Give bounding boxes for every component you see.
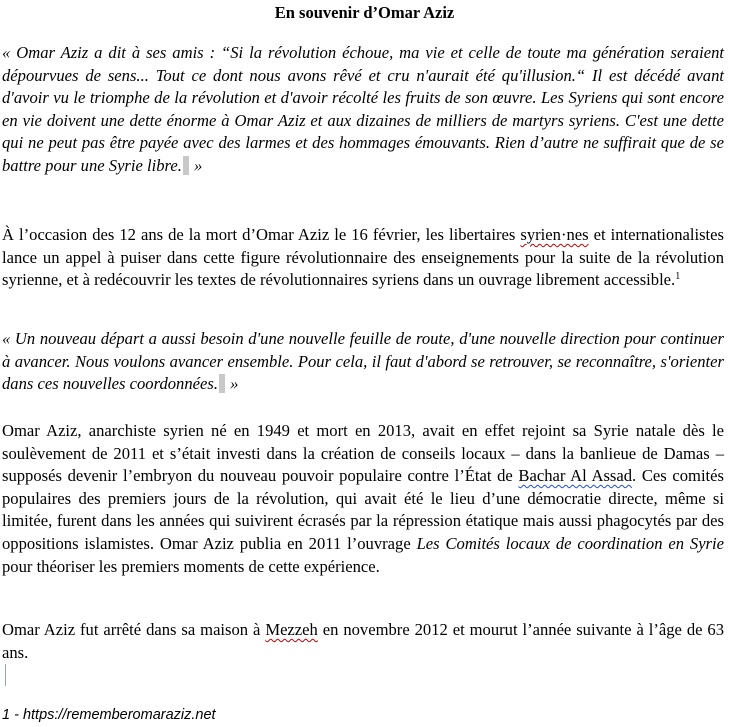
body-paragraph-2 (2, 420, 724, 578)
body-paragraph-3 (2, 619, 724, 664)
body-2-text-a: Omar Aziz, anarchiste syrien né en 1949 et mort en 2013, avait en effet rejoint sa Syrie natale dès le soulèvement de 2011 et s’était investi dans la création de conseils locaux – dans la banlieue de Damas – supposés devenir l’embryon du nouveau pouvoir populaire contre l’État de (2, 421, 724, 486)
footnote (2, 705, 216, 725)
document-title: En souvenir d’Omar Aziz (274, 3, 455, 22)
spelling-error-word[interactable]: syrien·nes (520, 225, 589, 244)
grammar-error-phrase[interactable]: Bachar Al Assad (518, 466, 633, 486)
text-cursor (5, 664, 6, 686)
quote-1-closing: » (189, 155, 203, 175)
footnote-number: 1 (2, 707, 11, 723)
quote-paragraph-1 (2, 42, 724, 178)
quote-2-text: « Un nouveau départ a aussi besoin d'une nouvelle feuille de route, d'une nouvelle direction pour continuer à avancer. Nous voulons avancer ensemble. Pour cela, il faut d'abord se retrouver, se reconnaître, s'orienter dans ces nouvelles coordonnées. (2, 329, 724, 394)
body-1-text-b: et internationalistes lance un appel à puiser dans cette figure révolutionnaire des enseignements pour la suite de la révolution syrienne, et à redécouvrir les textes de révolutionnaires syriens dans un ouvrage librement accessible. (2, 225, 724, 290)
footnote-separator: - (10, 707, 23, 723)
footnote-link[interactable]: https://rememberomaraziz.net (22, 707, 216, 723)
quote-1-text: « Omar Aziz a dit à ses amis : “Si la révolution échoue, ma vie et celle de toute ma génération seraient dépourvues de sens... Tout ce dont nous avons rêvé et cru n'aurait été qu'illusion.“ Il est décédé avant d'avoir vu le triomphe de la révolution et d'avoir récolté les fruits de son œuvre. Les Syriens qui sont encore en vie doivent une dette énorme à Omar Aziz et aux dizaines de milliers de martyrs syriens. C'est une dette qui ne peut pas être payée avec des larmes et des hommages émouvants. Rien d’autre ne suffirait que de se battre pour une Syrie libre. (2, 43, 724, 175)
spelling-error-word[interactable]: Mezzeh (265, 620, 318, 639)
body-paragraph-1 (2, 224, 724, 292)
footnote-reference[interactable]: 1 (675, 271, 681, 283)
body-3-text-b: en novembre 2012 et mourut l’année suivante à l’âge de 63 ans. (2, 620, 725, 662)
body-2-text-c: pour théoriser les premiers moments de cette expérience. (2, 556, 380, 576)
quote-2-closing: » (225, 374, 239, 394)
formatting-marker (219, 374, 225, 393)
body-2-text-b: . Ces comités populaires des premiers jours de la révolution, qui avait été le lieu d’une démocratie directe, même si limitée, furent dans les années qui suivirent écrasés par la répression étatique mais aussi phagocytés par des oppositions islamistes. Omar Aziz publia en 2011 l’ouvrage (2, 466, 724, 553)
quote-paragraph-2 (2, 328, 724, 396)
formatting-marker (183, 156, 189, 175)
body-1-text-a: À l’occasion des 12 ans de la mort d’Omar Aziz le 16 février, les libertaires (2, 225, 521, 244)
body-3-text-a: Omar Aziz fut arrêté dans sa maison à (2, 620, 266, 639)
book-title: Les Comités locaux de coordination en Syrie (416, 533, 724, 553)
